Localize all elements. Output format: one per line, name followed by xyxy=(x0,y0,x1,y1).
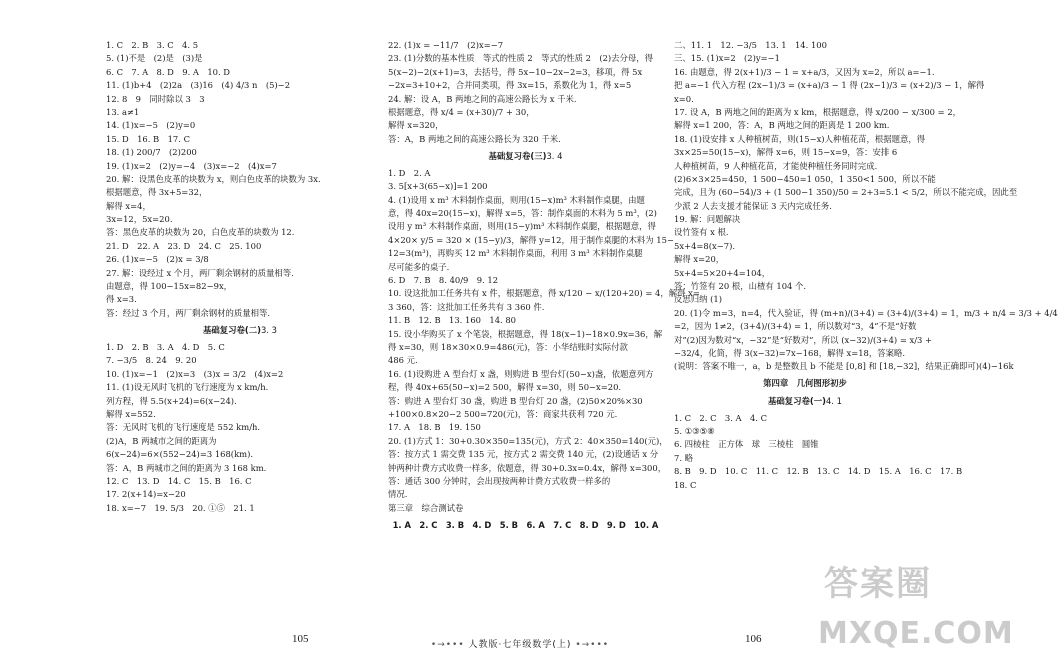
answer-line xyxy=(388,107,663,118)
answer-text: 答：按方式 1 需交费 135 元，按方式 2 需交费 140 元，(2)设通话 x 分 xyxy=(388,449,659,460)
answer-text: 1. C 2. C 3. A 4. C xyxy=(674,412,768,423)
section-title-note: 3. 4 xyxy=(546,150,563,161)
answer-text: −2x=3+10+2，合并同类项，得 3x=15，系数化为 1，得 x=5 xyxy=(388,80,632,91)
answer-line xyxy=(106,409,374,420)
answer-text: 4. (1)设用 x m³ 木料制作桌面，则用(15−x)m³ 木料制作桌腿，由题 xyxy=(388,194,645,205)
answer-line xyxy=(674,134,936,145)
answer-line xyxy=(674,67,936,78)
answer-line xyxy=(106,254,374,265)
answer-text: 得 x=30，则 18×30×0.9=486(元)，答：小华结账时实际付款 xyxy=(388,342,628,352)
answer-line xyxy=(106,436,374,447)
answer-text: 6. D 7. B 8. 40/9 9. 12 xyxy=(388,275,499,286)
answer-text: 少派 2 人去支援才能保证 3 天内完成任务. xyxy=(674,200,832,211)
section-title xyxy=(674,378,936,389)
answer-text: 3. 5[x+3(65−x)]=1 200 xyxy=(388,181,488,192)
answer-line xyxy=(106,174,374,185)
answer-text: 程，得 40x+65(50−x)=2 500，解得 x=30，则 50−x=20. xyxy=(388,382,622,393)
answer-line xyxy=(388,181,663,192)
answer-text: 根据题意，得 x/4 = (x+30)/7 + 30， xyxy=(388,106,535,117)
answer-line xyxy=(388,53,663,64)
answer-text: (2)6×3×25=450，1 500−450=1 050，1 350<1 500，所以不能 xyxy=(674,173,936,184)
answer-text: 23. (1)分数的基本性质 等式的性质 2 等式的性质 2 (2)去分母，得 xyxy=(388,53,654,64)
answer-text: 26. (1)x=−5 (2)x = 3/8 xyxy=(106,254,209,265)
footer-dots-left: •→••• xyxy=(430,640,465,650)
answer-text: 尽可能多的桌子. xyxy=(388,261,450,272)
answer-line xyxy=(106,227,374,238)
answer-text: 答：通话 300 分钟时，会出现按两种计费方式收费一样多的 xyxy=(388,475,611,486)
section-title xyxy=(388,520,663,531)
answer-line xyxy=(388,355,663,366)
answer-line xyxy=(674,426,936,437)
answer-line xyxy=(674,80,985,91)
answer-line xyxy=(388,302,663,313)
answer-text: 7. −3/5 8. 24 9. 20 xyxy=(106,355,197,366)
answer-text: 12. 8 9 同时除以 3 3 xyxy=(106,93,205,104)
answer-line xyxy=(388,342,663,353)
left-column xyxy=(106,40,374,516)
answer-text: 18. (1)设安排 x 人种植树苗，则(15−x)人种植花苗，根据题意，得 xyxy=(674,133,926,144)
answer-text: 3x=12，5x=20. xyxy=(106,214,173,225)
footer-dots-right: •→••• xyxy=(575,640,610,650)
answer-line xyxy=(674,348,936,359)
answer-line xyxy=(106,355,374,366)
answer-text: 6. C 7. A 8. D 9. A 10. D xyxy=(106,66,231,77)
answer-text: 14. (1)x=−5 (2)y=0 xyxy=(106,120,196,131)
answer-line xyxy=(388,489,663,500)
answer-line xyxy=(106,80,374,91)
answer-text: 12. C 13. D 14. C 15. B 16. C xyxy=(106,475,252,486)
answer-text: 由题意，得 100−15x=82−9x， xyxy=(106,281,233,292)
answer-line xyxy=(388,462,667,474)
section-title xyxy=(674,396,936,407)
answer-line xyxy=(388,80,663,91)
answer-line xyxy=(106,201,374,212)
answer-text: −32/4，化简，得 3(x−32)=7x−168，解得 x=18，答案略. xyxy=(674,347,906,358)
answer-line xyxy=(388,422,663,433)
answer-line xyxy=(674,120,936,131)
answer-line xyxy=(388,248,663,259)
answer-line xyxy=(388,40,663,51)
answer-line xyxy=(388,221,663,232)
answer-line xyxy=(674,480,936,491)
answer-text: 7. 略 xyxy=(674,452,694,463)
answer-text: 1. C 2. B 3. C 4. 5 xyxy=(106,40,199,50)
answer-line xyxy=(674,413,936,424)
answer-line xyxy=(674,466,963,477)
answer-text: 27. 解：设经过 x 个月，两厂剩余钢材的质量相等. xyxy=(106,267,294,278)
answer-line xyxy=(106,53,374,64)
answer-line xyxy=(388,329,663,340)
answer-text: 第三章 综合测试卷 xyxy=(388,502,464,513)
answer-line xyxy=(674,294,936,305)
answer-text: 18. (1) 200/7 (2)200 xyxy=(106,147,197,158)
answer-text: 13. a≠1 xyxy=(106,106,140,117)
answer-line xyxy=(106,503,374,514)
answer-line xyxy=(388,67,663,78)
answer-text: 意，得 40x=20(15−x)，解得 x=5，答：制作桌面的木料为 5 m³，(2) xyxy=(388,208,657,219)
answer-line xyxy=(674,174,936,185)
answer-line xyxy=(106,67,374,78)
answer-line xyxy=(674,53,936,64)
answer-text: 得 x=3. xyxy=(106,294,137,305)
answer-line xyxy=(674,227,936,238)
answer-text: =2，因为 1≠2，(3+4)/(3+4) = 1，所以数对“3，4”不是“好数 xyxy=(674,321,917,332)
answer-line xyxy=(106,449,374,460)
section-title-text: 基础复习卷(一) xyxy=(768,395,826,406)
answer-line xyxy=(106,281,374,292)
answer-text: 24. 解：设 A，B 两地之间的高速公路长为 x 千米. xyxy=(388,93,577,104)
answer-text: 17. 2(x+14)=x−20 xyxy=(106,489,186,500)
answer-line xyxy=(106,40,374,51)
answer-line xyxy=(106,463,374,474)
answer-text: 解得 x=1 200，答：A，B 两地之间的距离是 1 200 km. xyxy=(674,120,890,131)
answer-text: 8. B 9. D 10. C 11. C 12. B 13. C 14. D 15. A 16. C 17. B xyxy=(674,466,963,477)
answer-line xyxy=(388,503,663,514)
answer-line xyxy=(388,382,663,393)
answer-line xyxy=(674,254,936,265)
answer-text: 18. x=−7 19. 5/3 20. ①⑤ 21. 1 xyxy=(106,502,255,513)
answer-text: 三、15. (1)x=2 (2)y=−1 xyxy=(674,53,780,64)
answer-line xyxy=(388,262,663,273)
answer-line xyxy=(674,94,936,105)
answer-text: 5(x−2)−2(x+1)=3，去括号，得 5x−10−2x−2=3，移项，得 5x xyxy=(388,66,643,77)
answer-text: 5. (1)不是 (2)是 (3)是 xyxy=(106,53,203,64)
answer-line xyxy=(674,241,936,252)
answer-text: 22. (1)x = −11/7 (2)x=−7 xyxy=(388,40,504,50)
section-title xyxy=(388,151,663,162)
answer-line xyxy=(388,409,663,420)
answer-line xyxy=(106,489,374,500)
answer-text: 根据题意，得 3x+5=32， xyxy=(106,187,208,198)
answer-text: 6(x−24)=6×(552−24)=3 168(km). xyxy=(106,449,254,460)
answer-text: 12=3(m³)，再购买 12 m³ 木料制作桌面，利用 3 m³ 木料制作桌腿 xyxy=(388,248,643,259)
answer-line xyxy=(674,161,936,172)
answer-line xyxy=(674,439,936,450)
answer-line xyxy=(674,214,936,225)
answer-line xyxy=(674,361,1014,372)
answer-text: (2)A，B 两城市之间的距离为 xyxy=(106,435,217,446)
answer-line xyxy=(674,106,962,118)
answer-text: 18. C xyxy=(674,479,697,490)
answer-text: 人种植树苗，9 人种植花苗，才能使种植任务同时完成. xyxy=(674,160,878,171)
page-number-right: 106 xyxy=(745,633,762,645)
section-title-note: 4. 1 xyxy=(825,395,842,406)
answer-line xyxy=(388,134,663,145)
answer-text: 钟两种计费方式收费一样多，依题意，得 30+0.3x=0.4x，解得 x=300， xyxy=(388,462,667,473)
answer-text: 20. (1)方式 1：30+0.30×350=135(元)，方式 2：40×350=140(元)， xyxy=(388,435,668,446)
answer-line xyxy=(388,168,663,179)
answer-text: 17. 设 A，B 两地之间的距离为 x km，根据题意，得 x/200 − x/300 = 2， xyxy=(674,106,962,117)
answer-text: 11. (1)设无风时飞机的飞行速度为 x km/h. xyxy=(106,382,269,393)
section-title-text: 第四章 几何图形初步 xyxy=(763,378,847,389)
answer-text: 17. A 18. B 19. 150 xyxy=(388,422,481,433)
answer-line xyxy=(674,147,936,158)
answer-line xyxy=(388,120,663,131)
watermark-url-text: MXQE.COM xyxy=(818,616,1014,651)
answer-text: 20. 解：设黑色皮革的块数为 x，则白色皮革的块数为 3x. xyxy=(106,173,321,184)
answer-text: 5x+4=8(x−7). xyxy=(674,240,736,251)
answer-text: 11. B 12. B 13. 160 14. 80 xyxy=(388,315,517,326)
answer-line xyxy=(106,308,374,319)
answer-text: 16. (1)设购进 A 型台灯 x 盏，则购进 B 型台灯(50−x)盏，依题意列方 xyxy=(388,368,654,379)
answer-text: 答：无风时飞机的飞行速度是 552 km/h. xyxy=(106,422,261,433)
answer-line xyxy=(106,422,374,433)
answer-line xyxy=(674,307,1058,319)
right-column xyxy=(674,40,1058,493)
answer-text: 二、11. 1 12. −3/5 13. 1 14. 100 xyxy=(674,40,827,50)
answer-line xyxy=(106,396,374,407)
watermark-logo xyxy=(810,560,1014,658)
answer-line xyxy=(106,107,374,118)
answer-text: x=0. xyxy=(674,93,694,104)
answer-line xyxy=(106,268,374,279)
answer-line xyxy=(106,476,374,487)
answer-text: 21. D 22. A 23. D 24. C 25. 100 xyxy=(106,240,262,251)
answer-text: +100×0.8×20−2 500=720(元)，答：商家共获利 720 元. xyxy=(388,408,618,419)
answer-line xyxy=(674,281,936,292)
answer-line xyxy=(388,288,700,299)
answer-text: 情况. xyxy=(388,489,408,500)
answer-line xyxy=(388,476,663,487)
answer-text: 解得 x=20， xyxy=(674,254,725,265)
answer-text: 6. 四棱柱 正方体 球 三棱柱 圆锥 xyxy=(674,439,819,450)
answer-text: 19. (1)x=2 (2)y=−4 (3)x=−2 (4)x=7 xyxy=(106,160,277,171)
answer-text: 答：购进 A 型台灯 30 盏，购进 B 型台灯 20 盏，(2)50×20%×30 xyxy=(388,395,643,406)
answer-line xyxy=(106,382,374,393)
answer-text: 反思归纳 (1) xyxy=(674,294,723,305)
page-footer xyxy=(420,640,620,652)
answer-text: 5. ①③⑤⑧ xyxy=(674,426,715,437)
section-title-text: 1. A 2. C 3. B 4. D 5. B 6. A 7. C 8. D 9. D 10. A xyxy=(392,519,659,530)
answer-line xyxy=(388,94,663,105)
answer-text: 解得 x=552. xyxy=(106,408,156,419)
answer-line xyxy=(674,321,936,332)
answer-text: 列方程，得 5.5(x+24)=6(x−24). xyxy=(106,395,237,406)
answer-line xyxy=(106,134,374,145)
answer-line xyxy=(106,241,374,252)
answer-text: 16. 由题意，得 2(x+1)/3 − 1 = x+a/3，又因为 x=2，所以 a=−1. xyxy=(674,66,935,77)
answer-line xyxy=(388,315,663,326)
answer-line xyxy=(106,94,374,105)
answer-text: 解得 x=320， xyxy=(388,120,444,131)
answer-line xyxy=(388,435,668,447)
answer-line xyxy=(106,147,374,158)
answer-text: 对”(2)因为数对“x，−32”是“好数对”，所以 (x−32)/(3+4) = x/3 + xyxy=(674,334,933,345)
answer-text: 11. (1)b+4 (2)2a (3)16 (4) 4/3 n (5)−2 xyxy=(106,80,291,91)
section-title-note: 3. 3 xyxy=(260,324,277,335)
answer-line xyxy=(106,342,374,353)
answer-line xyxy=(388,208,663,219)
answer-line xyxy=(674,201,936,212)
answer-text: 3x×25=50(15−x)，解得 x=6，则 15−x=9，答：安排 6 xyxy=(674,147,898,158)
answer-line xyxy=(388,275,663,286)
answer-line xyxy=(674,268,936,279)
page-number-left: 105 xyxy=(292,633,309,645)
answer-text: 10. (1)x=−1 (2)x=3 (3)x = 3/2 (4)x=2 xyxy=(106,368,284,379)
answer-text: 5x+4=5×20+4=104， xyxy=(674,267,771,278)
answer-line xyxy=(674,40,936,51)
watermark-chinese-text: 答案圈 xyxy=(824,564,932,604)
answer-text: 答：A，B 两地之间的高速公路长为 320 千米. xyxy=(388,133,561,144)
answer-line xyxy=(106,120,374,131)
answer-text: 完成，且为 (60−54)/3 + (1 500−1 350)/50 = 2+3=5.1 < 5/2，所以不能完成，因此至 xyxy=(674,187,1018,198)
answer-text: 20. (1)令 m=3，n=4，代入验证，得 (m+n)/(3+4) = (3+4)/(3+4) = 1，m/3 + n/4 = 3/3 + 4/4 xyxy=(674,307,1058,318)
answer-text: 15. 设小华购买了 x 个笔袋，根据题意，得 18(x−1)−18×0.9x=36，解 xyxy=(388,328,663,339)
section-title-text: 基础复习卷(三) xyxy=(488,150,547,161)
answer-text: 设用 y m³ 木料制作桌面，则用(15−y)m³ 木料制作桌腿，根据题意，得 xyxy=(388,221,656,232)
answer-text: 15. D 16. B 17. C xyxy=(106,133,190,144)
answer-text: 19. 解：问题解决 xyxy=(674,214,741,225)
answer-text: 答：经过 3 个月，两厂剩余钢材的质量相等. xyxy=(106,307,271,318)
answer-line xyxy=(388,369,663,380)
answer-line xyxy=(674,187,1018,198)
answer-text: (说明：答案不唯一，a，b 是整数且 b 不能是 [0,8] 和 [18,−32]，结果正确即可)(4)−16k xyxy=(674,361,1014,372)
section-title xyxy=(106,325,374,336)
answer-text: 把 a=−1 代入方程 (2x−1)/3 = (x+a)/3 − 1 得 (2x−1)/3 = (x+2)/3 − 1，解得 xyxy=(674,80,985,91)
answer-line xyxy=(106,369,374,380)
answer-line xyxy=(388,449,663,460)
answer-text: 答：黑色皮革的块数为 20，白色皮革的块数为 12. xyxy=(106,227,295,238)
answer-line xyxy=(388,195,663,206)
answer-line xyxy=(674,453,936,464)
answer-line xyxy=(106,214,374,225)
answer-text: 答：A，B 两城市之间的距离为 3 168 km. xyxy=(106,462,267,473)
answer-text: 3 360，答：这批加工任务共有 3 360 件. xyxy=(388,301,545,312)
answer-text: 1. D 2. B 3. A 4. D 5. C xyxy=(106,342,225,352)
answer-line xyxy=(106,294,374,305)
answer-text: 解得 x=4， xyxy=(106,200,151,211)
answer-line xyxy=(388,234,674,246)
answer-text: 答：竹签有 20 根，山楂有 104 个. xyxy=(674,281,807,292)
answer-text: 设竹签有 x 根. xyxy=(674,227,729,238)
answer-line xyxy=(674,335,936,346)
answer-line xyxy=(388,396,663,407)
section-title-text: 基础复习卷(二) xyxy=(203,324,261,335)
answer-text: 4×20× y/5 = 320 × (15−y)/3，解得 y=12，用于制作桌腿的木料为 15− xyxy=(388,234,674,245)
answer-line xyxy=(106,161,374,172)
answer-text: 10. 设这批加工任务共有 x 件，根据题意，得 x/120 − x/(120+20) = 4，解得 x= xyxy=(388,288,700,299)
footer-text: 人教版·七年级数学(上) xyxy=(468,640,572,650)
answer-text: 1. D 2. A xyxy=(388,167,431,178)
answer-line xyxy=(106,187,374,198)
answer-text: 486 元. xyxy=(388,355,418,366)
